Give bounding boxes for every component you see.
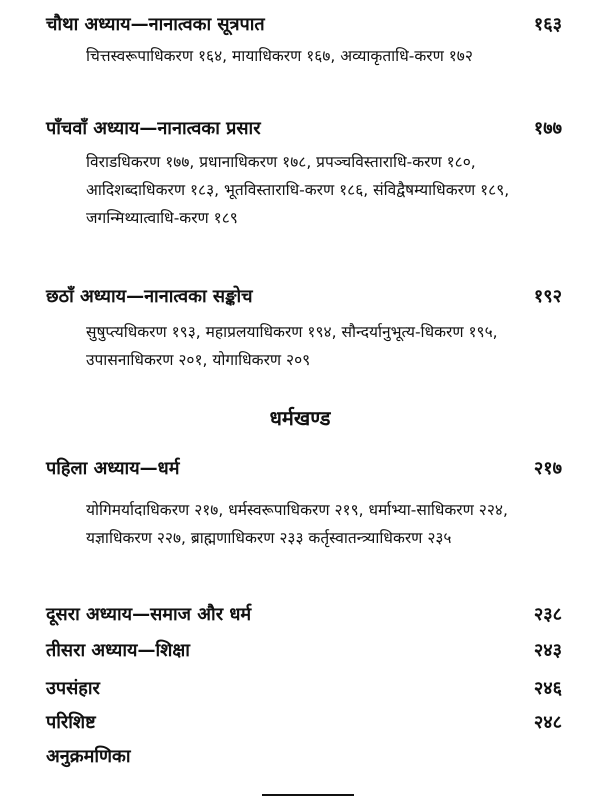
entry-title: तीसरा अध्याय—शिक्षा (46, 640, 190, 661)
entry-page-number: २४६ (533, 678, 562, 699)
entry-page-number: १६३ (533, 14, 562, 35)
entry-title: पाँचवाँ अध्याय—नानात्वका प्रसार (46, 118, 261, 139)
entry-page-number: २४३ (533, 640, 562, 661)
toc-entry-chapter-6 (46, 284, 562, 308)
toc-entry-upasamhara (46, 676, 562, 700)
entry-page-number: १७७ (533, 118, 562, 139)
entry-subsections: सुषुप्त्यधिकरण १९३, महाप्रलयाधिकरण १९४, सौन्दर्यानुभूत्य-धिकरण १९५, उपासनाधिकरण २०१, योगाधिकरण २०९ (86, 323, 498, 369)
toc-entry-chapter-4 (46, 12, 562, 36)
entry-title: छठाँ अध्याय—नानात्वका सङ्कोच (46, 286, 253, 307)
entry-title: चौथा अध्याय—नानात्वका सूत्रपात (46, 14, 265, 35)
entry-page-number: १९२ (533, 286, 562, 307)
entry-subsections: विराडधिकरण १७७, प्रधानाधिकरण १७८, प्रपञ्चविस्ताराधि-करण १८०, आदिशब्दाधिकरण १८३, भूतविस्ताराधि-करण १८६, संविद्वैषम्याधिकरण १८९, जगन्मिथ्यात्वाधि-करण १८९ (86, 153, 510, 227)
toc-entry-appendix (46, 710, 562, 734)
toc-entry-dharma-chapter-1 (46, 456, 562, 480)
entry-title: दूसरा अध्याय—समाज और धर्म (46, 604, 252, 625)
entry-subsections: चित्तस्वरूपाधिकरण १६४, मायाधिकरण १६७, अव्याकृताधि-करण १७२ (86, 47, 473, 65)
entry-page-number: २४८ (533, 712, 562, 733)
toc-entry-chapter-5 (46, 116, 562, 140)
toc-entry-dharma-chapter-2 (46, 602, 562, 626)
entry-page-number: २१७ (533, 458, 562, 479)
entry-title: उपसंहार (46, 678, 100, 699)
entry-title: अनुक्रमणिका (46, 746, 131, 767)
toc-entry-index (46, 744, 562, 768)
entry-title: परिशिष्ट (46, 712, 96, 733)
section-heading: धर्मखण्ड (269, 406, 331, 430)
toc-entry-dharma-chapter-3 (46, 638, 562, 662)
entry-title: पहिला अध्याय—धर्म (46, 458, 180, 479)
end-rule (262, 794, 354, 796)
entry-page-number: २३८ (533, 604, 562, 625)
entry-subsections: योगिमर्यादाधिकरण २१७, धर्मस्वरूपाधिकरण २१९, धर्माभ्या-साधिकरण २२४, यज्ञाधिकरण २२७, ब्राह्मणाधिकरण २३३ कर्तृस्वातन्त्र्याधिकरण २३५ (86, 501, 508, 547)
